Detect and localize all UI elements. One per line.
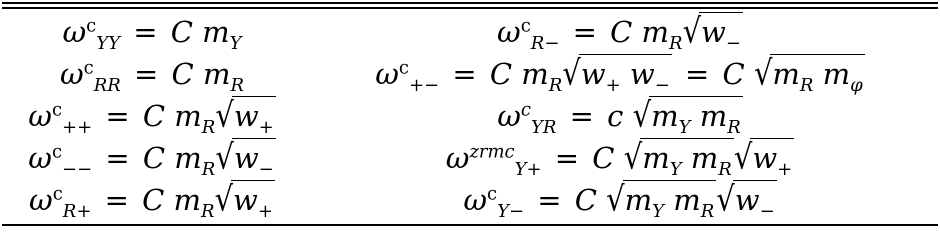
equation-omega-rr: $\omega^c_{RR} = C$ $m_R$ (60, 57, 244, 96)
equation-row (2, 95, 938, 137)
equation-row (2, 53, 938, 95)
equation-omega-yy: $\omega^c_{YY} = C$ $m_Y$ (62, 15, 242, 54)
equation-row (2, 179, 938, 221)
equation-omega-yr: $\omega^c_{YR} = c$ $√m_Y$ $m_R$ (497, 94, 741, 138)
equation-omega-r-plus: $\omega^c_{R+} = C$ $m_R√w_+$ (29, 178, 273, 222)
bottom-rule (2, 224, 938, 226)
equation-table (2, 11, 938, 221)
equation-omega-minus-minus: $\omega^c_{--} = C$ $m_R√w_-$ (28, 136, 274, 180)
equation-omega-y-plus: $\omega^{zrmc}_{Y+} = C$ $√m_Y$ $m_R√w_+$ (445, 136, 793, 180)
equation-row (2, 11, 938, 53)
equation-row (2, 137, 938, 179)
equation-omega-plus-minus: $\omega^c_{+-} = C$ $m_R√w_+$ $w_- = C$ $√m_R$ $m_\varphi$ (375, 52, 863, 96)
top-rule-inner (2, 7, 938, 9)
top-rule-outer (2, 2, 938, 4)
equation-omega-r-minus: $\omega^c_{R-} = C$ $m_R√w_-$ (497, 10, 741, 54)
equation-omega-y-minus: $\omega^c_{Y-} = C$ $√m_Y$ $m_R√w_-$ (463, 178, 775, 222)
equation-omega-plus-plus: $\omega^c_{++} = C$ $m_R√w_+$ (28, 94, 274, 138)
